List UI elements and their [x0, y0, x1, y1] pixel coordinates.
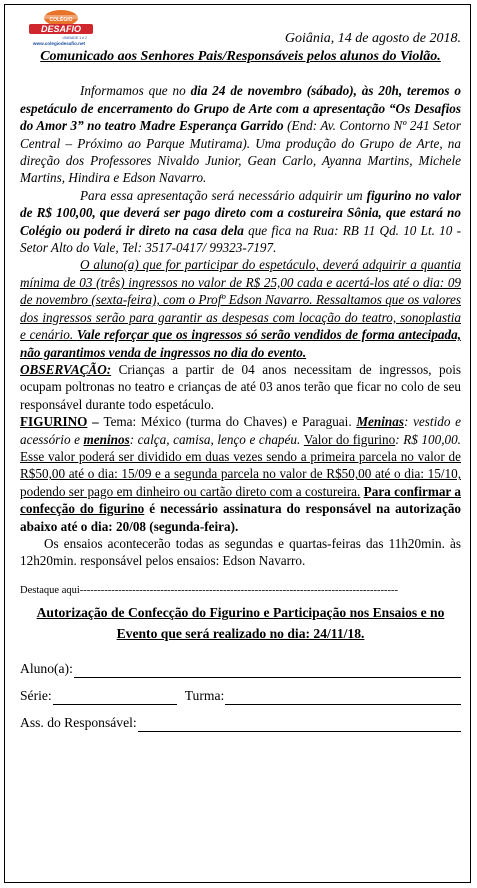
paragraph-intro: Informamos que no dia 24 de novembro (sábado), às 20h, teremos o espetáculo de encerramento do Grupo de Arte com a apresentação “Os Desafios do Amor 3” no teatro Madre Esperança Garrido (End: Av. Contorno Nº 241 Setor Central – Próximo ao Parque Mutirama). Uma produção do Grupo de Arte, na direção dos Professores Nivaldo Junior, Gean Carlo, Ayanna Martins, Michele Martins, Hindira e Edson Navarro. — [20, 83, 461, 186]
date-line: Goiânia, 14 de agosto de 2018. — [284, 31, 461, 46]
paragraph-rehearsals: Os ensaios acontecerão todas as segundas e quartas-feiras das 11h20min. às 12h20min. responsável pelos ensaios: Edson Navarro. — [20, 535, 461, 569]
authorization-title: Autorização de Confecção do Figurino e Participação nos Ensaios e no Evento que será realizado no dia: 24/11/18. — [36, 604, 445, 641]
paragraph-observation: OBSERVAÇÃO: Crianças a partir de 04 anos necessitam de ingressos, pois ocupam poltronas no teatro e crianças de até 03 anos terão que ficar no colo de seu responsável durante todo espetáculo. — [20, 361, 461, 412]
grade-class-row — [20, 683, 461, 705]
guardian-signature-field[interactable] — [138, 717, 461, 732]
svg-text:DESAFIO: DESAFIO — [40, 24, 82, 34]
paragraph-costume: Para essa apresentação será necessário adquirir um figurino no valor de R$ 100,00, que deverá ser pago direto com a costureira Sônia, que estará no Colégio ou poderá ir direto na casa dela que fica na Rua: RB 11 Qd. 10 Lt. 10 - Setor Alto do Vale, Tel: 3517-0417/ 99323-7197. — [20, 187, 461, 256]
guardian-signature-row — [20, 710, 461, 732]
svg-text:UNIDADE 1 e 2: UNIDADE 1 e 2 — [62, 36, 87, 40]
svg-text:COLÉGIO: COLÉGIO — [49, 17, 73, 23]
cut-separator: Destaque aqui------------------------------------------------------------------------------------------- — [20, 584, 398, 596]
logo-site: www.colegiodesafio.net — [32, 41, 86, 46]
class-field[interactable] — [225, 690, 461, 705]
grade-field[interactable] — [53, 690, 177, 705]
student-name-label: Aluno(a): — [20, 661, 73, 677]
paragraph-figurino: FIGURINO – Tema: México (turma do Chaves) e Paraguai. Meninas: vestido e acessório e meninos: calça, camisa, lenço e chapéu. Valor do figurino: R$ 100,00. Esse valor poderá ser dividido em duas vezes sendo a primeira parcela no valor de R$50,00 até o dia: 15/09 e a segunda parcela no valor de R$50,00 até o dia: 15/10, podendo ser pago em dinheiro ou cartão direto com a costureira. Para confirmar a confecção do figurino é necessário assinatura do responsável na autorização abaixo até o dia: 20/08 (segunda-feira). — [20, 414, 462, 534]
class-label: Turma: — [184, 688, 225, 704]
student-name-row — [20, 656, 461, 678]
grade-label: Série: — [20, 688, 52, 704]
document-title: Comunicado aos Senhores Pais/Responsáveis pelos alunos do Violão. — [40, 49, 441, 65]
student-name-field[interactable] — [74, 663, 461, 678]
paragraph-tickets: O aluno(a) que for participar do espetáculo, deverá adquirir a quantia mínima de 03 (três) ingressos no valor de R$ 25,00 cada e acertá-los até o dia: 09 de novembro (sexta-feira), com o Profº Edson Navarro. Ressaltamos que os valores dos ingressos serão para garantir as despesas com locação do teatro, sonoplastia e cenário. Vale reforçar que os ingressos só serão vendidos de forma antecipada, não garantimos venda de ingressos no dia do evento. — [20, 257, 462, 360]
document-page — [4, 4, 471, 883]
document-body — [20, 11, 461, 732]
guardian-signature-label: Ass. do Responsável: — [20, 715, 137, 731]
